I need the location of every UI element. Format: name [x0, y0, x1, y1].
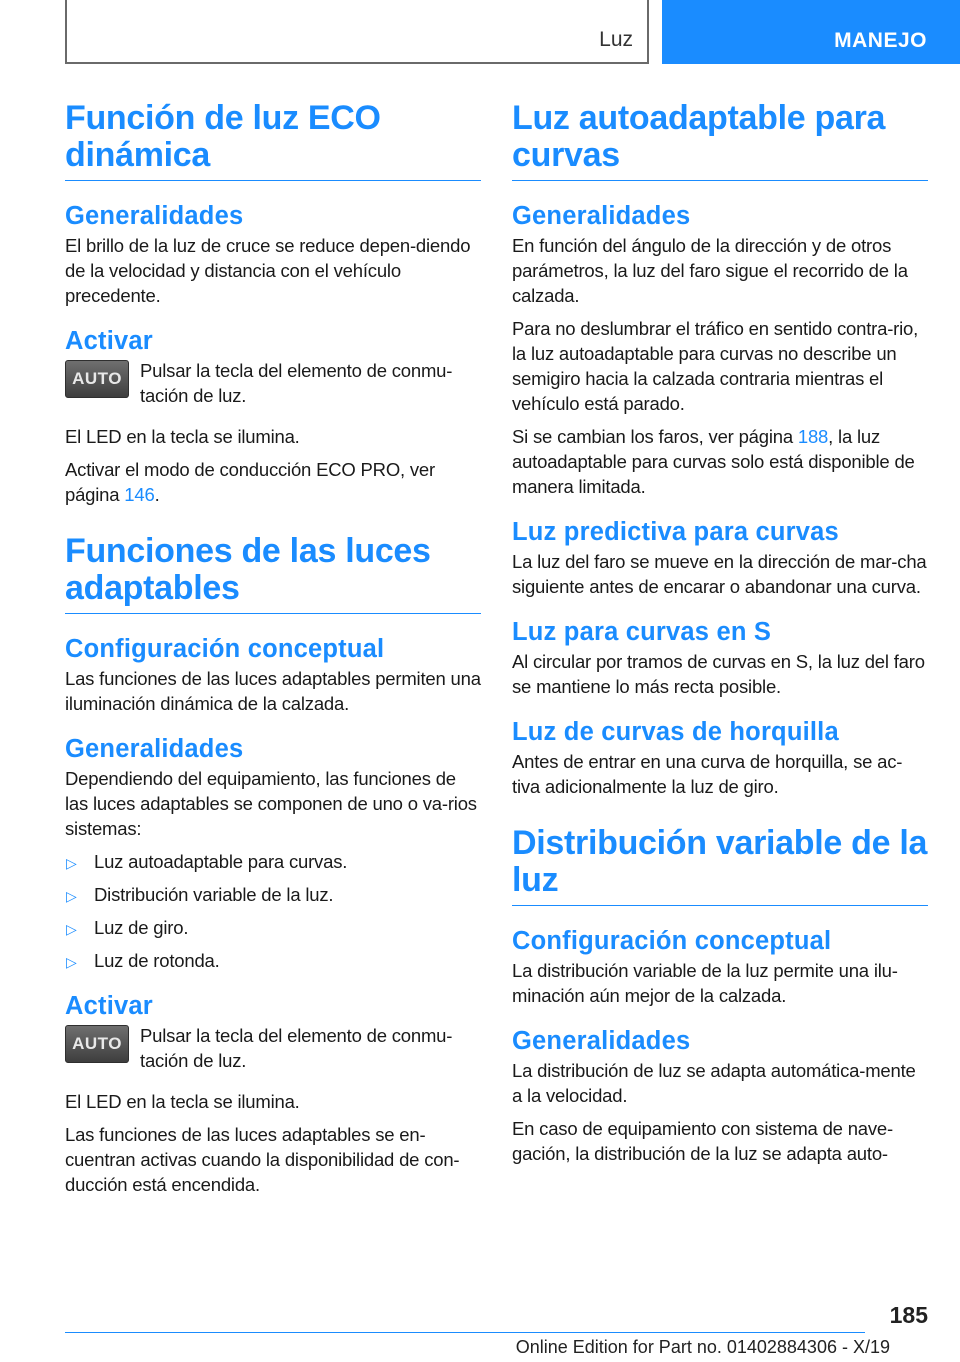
curve-general-text-1: En función del ángulo de la dirección y de otros parámetros, la luz del faro sigue el recorrido de la calzada. [512, 235, 908, 306]
left-column [65, 100, 481, 1205]
footer-divider [65, 1332, 865, 1333]
subheading-adaptive-general: Generalidades [65, 735, 244, 763]
distribution-general-text-2: En caso de equipamiento con sistema de nave-gación, la distribución de la luz se adapta auto- [512, 1118, 893, 1164]
eco-led-text: El LED en la tecla se ilumina. [65, 426, 300, 447]
adaptive-active-text: Las funciones de las luces adaptables se en-cuentran activas cuando la disponibilidad de con-ducción está encendida. [65, 1124, 460, 1195]
predictive-text: La luz del faro se mueve en la dirección de mar-cha siguiente antes de encarar o abandonar una curva. [512, 551, 927, 597]
curve-general-text-3: Si se cambian los faros, ver página 188, la luz autoadaptable para curvas solo está disponible de manera limitada. [512, 426, 915, 497]
eco-pro-text: Activar el modo de conducción ECO PRO, ver página 146. [65, 459, 435, 505]
subheading-adaptive-concept: Configuración conceptual [65, 635, 385, 663]
heading-variable-distribution: Distribución variable de la luz [512, 825, 928, 906]
auto-button-icon: AUTO [65, 360, 129, 398]
adaptive-systems-list [65, 849, 481, 973]
hairpin-text: Antes de entrar en una curva de horquilla, se ac-tiva adicionalmente la luz de giro. [512, 751, 903, 797]
adaptive-general-text: Dependiendo del equipamiento, las funciones de las luces adaptables se componen de uno o va-rios sistemas: [65, 768, 477, 839]
section-title: Luz [599, 28, 633, 51]
subheading-predictive: Luz predictiva para curvas [512, 518, 839, 546]
chapter-title: MANEJO [834, 29, 927, 52]
subheading-eco-activate: Activar [65, 327, 153, 355]
page-link-188[interactable]: 188 [797, 426, 829, 447]
edition-note: Online Edition for Part no. 01402884306 - X/19 [515, 1337, 890, 1357]
subheading-s-curves: Luz para curvas en S [512, 618, 772, 646]
page-header [0, 0, 960, 66]
list-item: ▷ Distribución variable de la luz. [65, 882, 481, 907]
triangle-bullet-icon: ▷ [66, 921, 77, 937]
section-header-box [65, 0, 649, 64]
heading-eco-light: Función de luz ECO dinámica [65, 100, 481, 181]
curve-general-text-2: Para no deslumbrar el tráfico en sentido contra-rio, la luz autoadaptable para curvas no describe un semigiro hacia la calzada contraria mientras el vehículo está parado. [512, 318, 919, 414]
subheading-distribution-general: Generalidades [512, 1027, 691, 1055]
subheading-eco-general: Generalidades [65, 202, 244, 230]
subheading-curve-general: Generalidades [512, 202, 691, 230]
page-number: 185 [889, 1302, 928, 1328]
heading-curve-light: Luz autoadaptable para curvas [512, 100, 928, 181]
subheading-adaptive-activate: Activar [65, 992, 153, 1020]
list-item: ▷ Luz de rotonda. [65, 948, 481, 973]
adaptive-concept-text: Las funciones de las luces adaptables permiten una iluminación dinámica de la calzada. [65, 668, 481, 714]
adaptive-activate-text: Pulsar la tecla del elemento de conmu-tación de luz. [140, 1025, 453, 1071]
triangle-bullet-icon: ▷ [66, 888, 77, 904]
s-curves-text: Al circular por tramos de curvas en S, la luz del faro se mantiene lo más recta posible. [512, 651, 925, 697]
adaptive-activate-instruction [65, 1023, 481, 1079]
chapter-tab [662, 0, 960, 64]
eco-activate-instruction [65, 358, 481, 414]
distribution-concept-text: La distribución variable de la luz permite una ilu-minación aún mejor de la calzada. [512, 960, 898, 1006]
adaptive-led-text: El LED en la tecla se ilumina. [65, 1091, 300, 1112]
page-link-146[interactable]: 146 [124, 484, 155, 505]
eco-general-text: El brillo de la luz de cruce se reduce depen-diendo de la velocidad y distancia con el vehículo precedente. [65, 235, 471, 306]
auto-button-icon: AUTO [65, 1025, 129, 1063]
distribution-general-text-1: La distribución de luz se adapta automática-mente a la velocidad. [512, 1060, 916, 1106]
list-item: ▷ Luz de giro. [65, 915, 481, 940]
eco-activate-text: Pulsar la tecla del elemento de conmu-tación de luz. [140, 360, 453, 406]
right-column [512, 100, 928, 1174]
subheading-hairpin: Luz de curvas de horquilla [512, 718, 839, 746]
triangle-bullet-icon: ▷ [66, 954, 77, 970]
heading-adaptive-lights: Funciones de las luces adaptables [65, 533, 481, 614]
triangle-bullet-icon: ▷ [66, 855, 77, 871]
subheading-distribution-concept: Configuración conceptual [512, 927, 832, 955]
list-item: ▷ Luz autoadaptable para curvas. [65, 849, 481, 874]
